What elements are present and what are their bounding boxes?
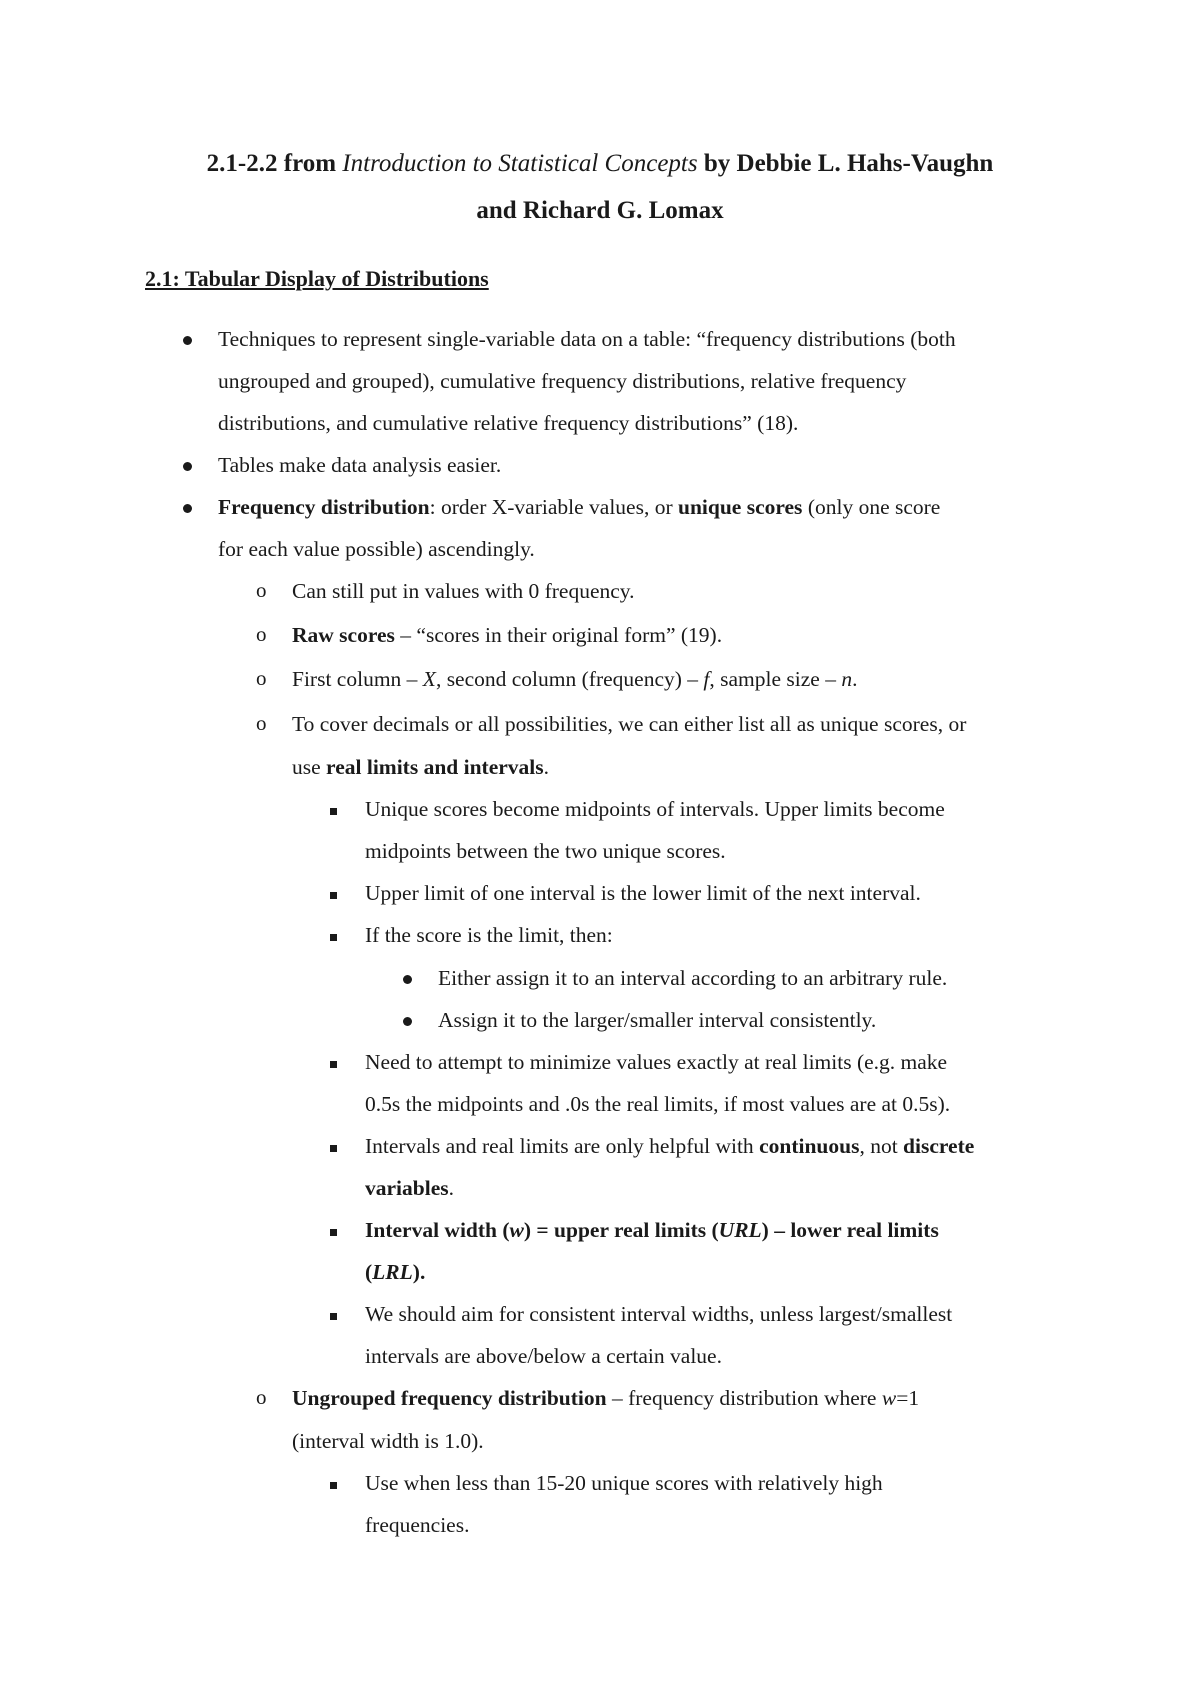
- term-variables: variables: [365, 1176, 449, 1200]
- bullet-icon: [403, 975, 412, 984]
- text-run: – “scores in their original form” (19).: [394, 623, 723, 647]
- bullet-1-line-2: ungrouped and grouped), cumulative frequency distributions, relative frequency: [218, 369, 907, 393]
- term-unique-scores: unique scores: [677, 495, 803, 519]
- dot-item-2: Assign it to the larger/smaller interval consistently.: [438, 1008, 877, 1032]
- text-run: Interval width (: [365, 1218, 510, 1242]
- open-circle-bullet-icon: o: [256, 578, 267, 602]
- sq-item-7-line-2: intervals are above/below a certain value.: [365, 1344, 722, 1368]
- sub-item-2: [292, 623, 722, 648]
- document-title-line-1: [0, 150, 1200, 178]
- text-run: First column –: [292, 667, 423, 691]
- term-frequency-distribution: Frequency distribution: [218, 495, 430, 519]
- text-run: Intervals and real limits are only helpful with: [365, 1134, 760, 1158]
- symbol-f: f: [703, 667, 710, 691]
- open-circle-bullet-icon: o: [256, 666, 267, 690]
- bullet-3-line-2: for each value possible) ascendingly.: [218, 537, 535, 561]
- symbol-x: X: [422, 667, 436, 691]
- square-bullet-icon: [330, 1482, 337, 1489]
- section-heading: 2.1: Tabular Display of Distributions: [145, 266, 489, 291]
- term-raw-scores: Raw scores: [292, 623, 395, 647]
- symbol-w: w: [509, 1218, 524, 1242]
- open-circle-bullet-icon: o: [256, 622, 267, 646]
- text-run: , sample size –: [709, 667, 842, 691]
- sub-item-3: [292, 667, 857, 692]
- symbol-url: URL: [718, 1218, 762, 1242]
- square-bullet-icon: [330, 1061, 337, 1068]
- text-run: ) – lower real limits: [761, 1218, 939, 1242]
- title-author-2: and Richard G. Lomax: [476, 197, 724, 224]
- sq-item-6-line-2: [365, 1260, 425, 1285]
- sq-item-2: Upper limit of one interval is the lower limit of the next interval.: [365, 881, 921, 905]
- sub-item-5-line-1: [292, 1386, 919, 1411]
- document-title-line-2: [0, 197, 1200, 225]
- symbol-w: w: [881, 1386, 897, 1410]
- open-circle-bullet-icon: o: [256, 1385, 267, 1409]
- text-run: .: [852, 667, 858, 691]
- square-bullet-icon: [330, 808, 337, 815]
- term-continuous: continuous: [759, 1134, 860, 1158]
- text-run: =1: [896, 1386, 920, 1410]
- sq-item-8-line-1: Use when less than 15-20 unique scores with relatively high: [365, 1471, 883, 1495]
- text-run: .: [448, 1176, 454, 1200]
- title-prefix: 2.1-2.2 from: [206, 150, 343, 177]
- square-bullet-icon: [330, 934, 337, 941]
- sub-item-4-line-1: To cover decimals or all possibilities, we can either list all as unique scores, or: [292, 712, 967, 736]
- bullet-icon: [183, 504, 192, 513]
- text-run: (only one score: [802, 495, 941, 519]
- text-run: – frequency distribution where: [606, 1386, 882, 1410]
- bullet-3-line-1: [218, 495, 940, 520]
- sq-item-3: If the score is the limit, then:: [365, 923, 613, 947]
- term-ungrouped-frequency-distribution: Ungrouped frequency distribution: [292, 1386, 607, 1410]
- term-real-limits-intervals: real limits and intervals: [326, 755, 544, 779]
- text-run: : order X-variable values, or: [429, 495, 678, 519]
- open-circle-bullet-icon: o: [256, 711, 267, 735]
- title-author-1: by Debbie L. Hahs-Vaughn: [697, 150, 994, 177]
- term-discrete: discrete: [903, 1134, 975, 1158]
- sq-item-4-line-1: Need to attempt to minimize values exactly at real limits (e.g. make: [365, 1050, 948, 1074]
- sq-item-6-line-1: [365, 1218, 939, 1243]
- square-bullet-icon: [330, 1313, 337, 1320]
- sq-item-8-line-2: frequencies.: [365, 1513, 470, 1537]
- symbol-n: n: [841, 667, 853, 691]
- text-run: , not: [859, 1134, 904, 1158]
- sq-item-5-line-2: [365, 1176, 454, 1201]
- square-bullet-icon: [330, 1145, 337, 1152]
- sq-item-1-line-1: Unique scores become midpoints of intervals. Upper limits become: [365, 797, 945, 821]
- sq-item-1-line-2: midpoints between the two unique scores.: [365, 839, 726, 863]
- bullet-icon: [183, 336, 192, 345]
- square-bullet-icon: [330, 892, 337, 899]
- sub-item-4-line-2: [292, 755, 549, 780]
- sq-item-5-line-1: [365, 1134, 974, 1159]
- bullet-icon: [403, 1017, 412, 1026]
- text-run: (: [365, 1260, 373, 1284]
- sq-item-7-line-1: We should aim for consistent interval widths, unless largest/smallest: [365, 1302, 953, 1326]
- text-run: , second column (frequency) –: [435, 667, 704, 691]
- book-title: Introduction to Statistical Concepts: [342, 150, 698, 177]
- sub-item-1: Can still put in values with 0 frequency.: [292, 579, 635, 603]
- text-run: .: [543, 755, 550, 779]
- text-run: ).: [412, 1260, 426, 1284]
- bullet-icon: [183, 462, 192, 471]
- bullet-1-line-3: distributions, and cumulative relative frequency distributions” (18).: [218, 411, 799, 435]
- bullet-2: Tables make data analysis easier.: [218, 453, 502, 477]
- bullet-1-line-1: Techniques to represent single-variable data on a table: “frequency distributions (both: [218, 327, 956, 351]
- sub-item-5-line-2: (interval width is 1.0).: [292, 1429, 484, 1453]
- sq-item-4-line-2: 0.5s the midpoints and .0s the real limits, if most values are at 0.5s).: [365, 1092, 951, 1116]
- square-bullet-icon: [330, 1229, 337, 1236]
- text-run: ) = upper real limits (: [523, 1218, 719, 1242]
- text-run: use: [292, 755, 327, 779]
- dot-item-1: Either assign it to an interval according to an arbitrary rule.: [438, 966, 948, 990]
- symbol-lrl: LRL: [372, 1260, 413, 1284]
